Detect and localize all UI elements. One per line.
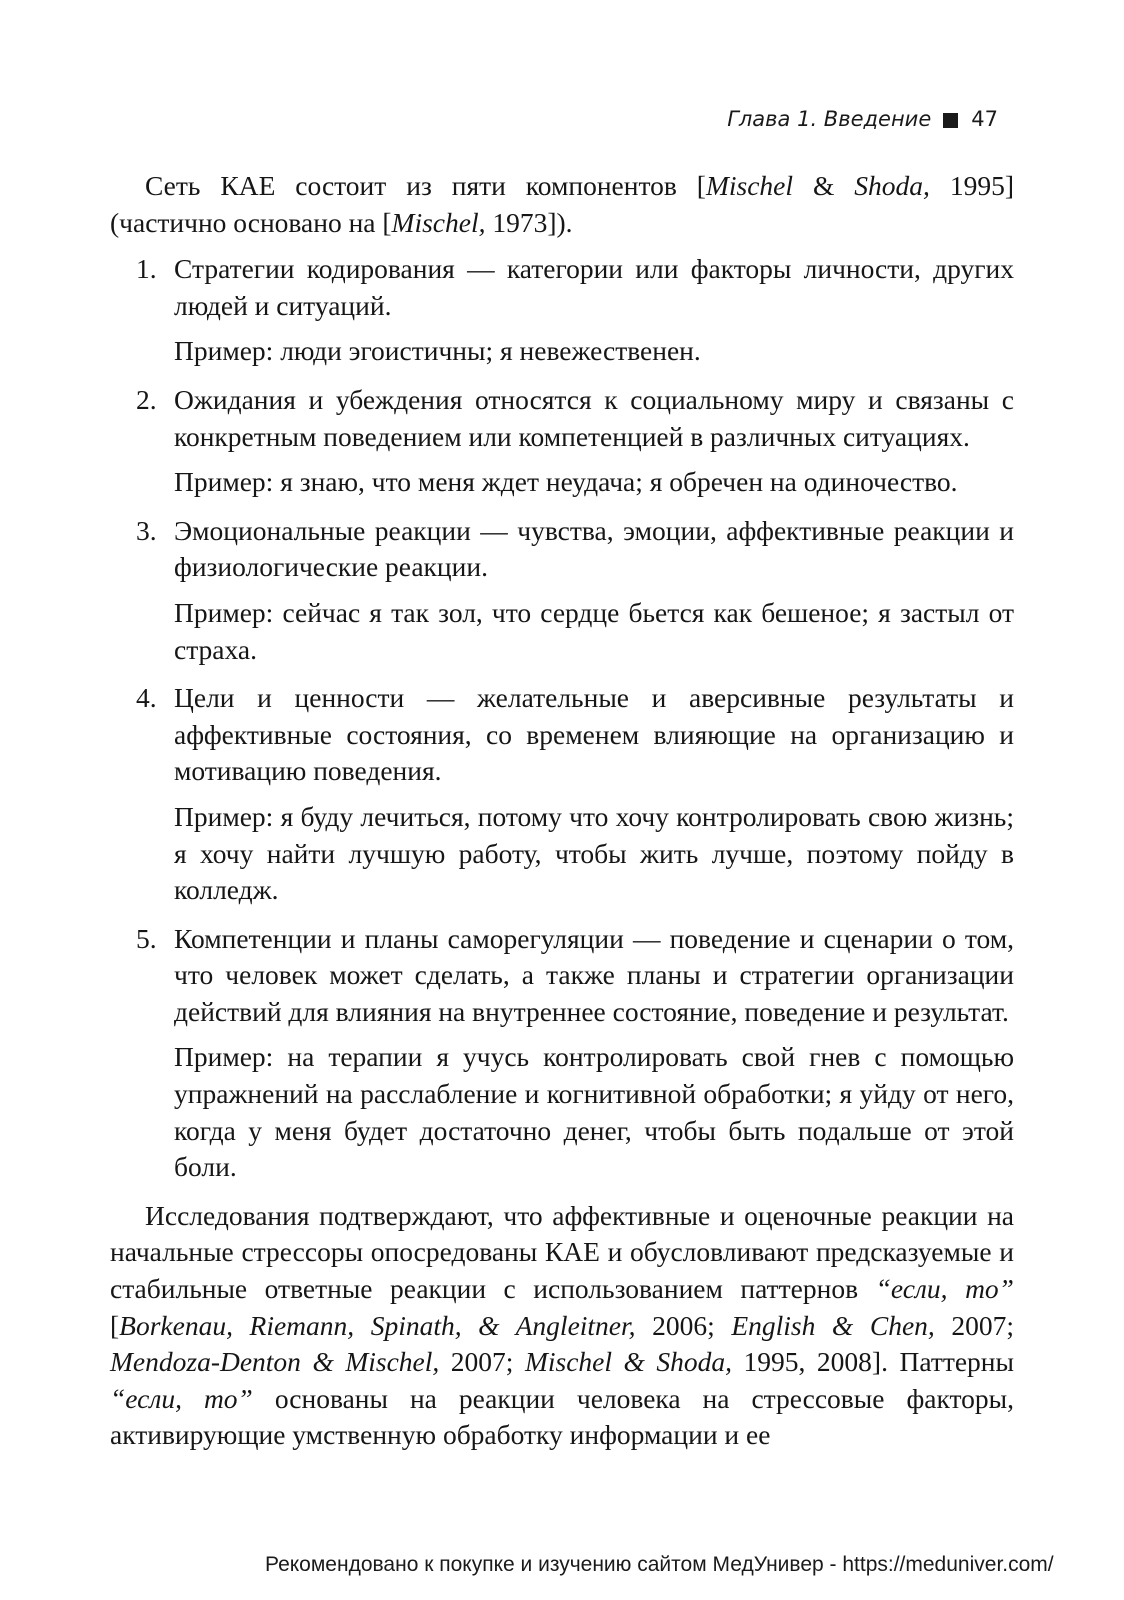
page-body xyxy=(110,168,1014,1454)
conclusion-text: Исследования подтверждают, что аффективные и оценочные реакции на начальные стрессоры опосредованы КАЕ и обусловливают предсказуемые и стабильные ответные реакции с использованием паттернов xyxy=(110,1199,1014,1305)
page-number: 47 xyxy=(971,107,998,131)
list-item xyxy=(110,680,1014,909)
square-bullet-icon xyxy=(943,113,958,128)
intro-text: 1973]). xyxy=(485,206,573,238)
intro-text: Сеть КАЕ состоит из пяти компонентов [ xyxy=(145,170,706,201)
item-number: 2. xyxy=(136,383,157,415)
citation: Mischel xyxy=(705,170,794,201)
item-example: Пример: люди эгоистичны; я невежественен. xyxy=(174,335,701,367)
intro-text: 1995] (частично основано на [ xyxy=(110,170,1014,238)
list-item xyxy=(110,251,1014,370)
item-number: 5. xyxy=(136,922,157,954)
conclusion-text: 2007; xyxy=(934,1309,1014,1341)
citation: Mischel & Shoda, xyxy=(524,1346,733,1378)
conclusion-text: 2007; xyxy=(439,1346,525,1378)
intro-text: & xyxy=(793,170,855,201)
conclusion-paragraph xyxy=(110,1198,1014,1454)
footer-watermark: Рекомендовано к покупке и изучению сайтом МедУнивер - https://meduniver.com/ xyxy=(265,1553,1054,1576)
item-example: Пример: я знаю, что меня ждет неудача; я обречен на одиночество. xyxy=(174,466,958,498)
item-example: Пример: я буду лечиться, потому что хочу контролировать свою жизнь; я хочу найти лучшую работу, чтобы жить лучше, поэтому пойду в колледж. xyxy=(174,800,1014,906)
conclusion-text: 2006; xyxy=(635,1309,732,1341)
conclusion-text: 1995, 2008]. Паттерны xyxy=(732,1346,1015,1378)
item-number: 3. xyxy=(136,514,157,546)
chapter-title: Глава 1. Введение xyxy=(727,107,932,131)
item-text: Стратегии кодирования — категории или факторы личности, других людей и ситуаций. xyxy=(174,253,1014,321)
item-text: Компетенции и планы саморегуляции — поведение и сценарии о том, что человек может сделать, а также планы и стратегии организации действий для влияния на внутреннее состояние, поведение и результат. xyxy=(174,922,1014,1027)
emphasis: “если, то” xyxy=(875,1273,1014,1305)
citation: English & Chen, xyxy=(731,1309,935,1341)
item-text: Цели и ценности — желательные и аверсивные результаты и аффективные состояния, со временем влияющие на организацию и мотивацию поведения. xyxy=(174,682,1014,787)
list-item xyxy=(110,382,1014,501)
citation: Borkenau, Riemann, Spinath, & Angleitner, xyxy=(119,1309,636,1341)
item-text: Эмоциональные реакции — чувства, эмоции, аффективные реакции и физиологические реакции. xyxy=(174,514,1014,583)
citation: Mendoza-Denton & Mischel, xyxy=(110,1346,440,1378)
citation: Mischel, xyxy=(391,206,486,238)
item-text: Ожидания и убеждения относятся к социальному миру и связаны с конкретным поведением или компетенцией в различных ситуациях. xyxy=(174,383,1014,452)
item-example: Пример: сейчас я так зол, что сердце бьется как бешеное; я застыл от страха. xyxy=(174,596,1014,665)
emphasis: “если, то” xyxy=(110,1382,253,1414)
conclusion-text: [ xyxy=(110,1309,120,1341)
item-number: 4. xyxy=(136,682,157,714)
components-list xyxy=(110,251,1014,1186)
list-item xyxy=(110,921,1014,1186)
citation: Shoda, xyxy=(854,170,930,201)
running-header xyxy=(727,107,998,131)
list-item xyxy=(110,513,1014,668)
intro-paragraph xyxy=(110,168,1014,241)
item-example: Пример: на терапии я учусь контролировать свой гнев с помощью упражнений на расслабление и когнитивной обработки; я уйду от него, когда у меня будет достаточно денег, чтобы быть подальше от этой боли. xyxy=(174,1041,1014,1183)
conclusion-text: основаны на реакции человека на стрессовые факторы, активирующие умственную обработку информации и ее xyxy=(110,1382,1014,1451)
item-number: 1. xyxy=(136,253,157,285)
